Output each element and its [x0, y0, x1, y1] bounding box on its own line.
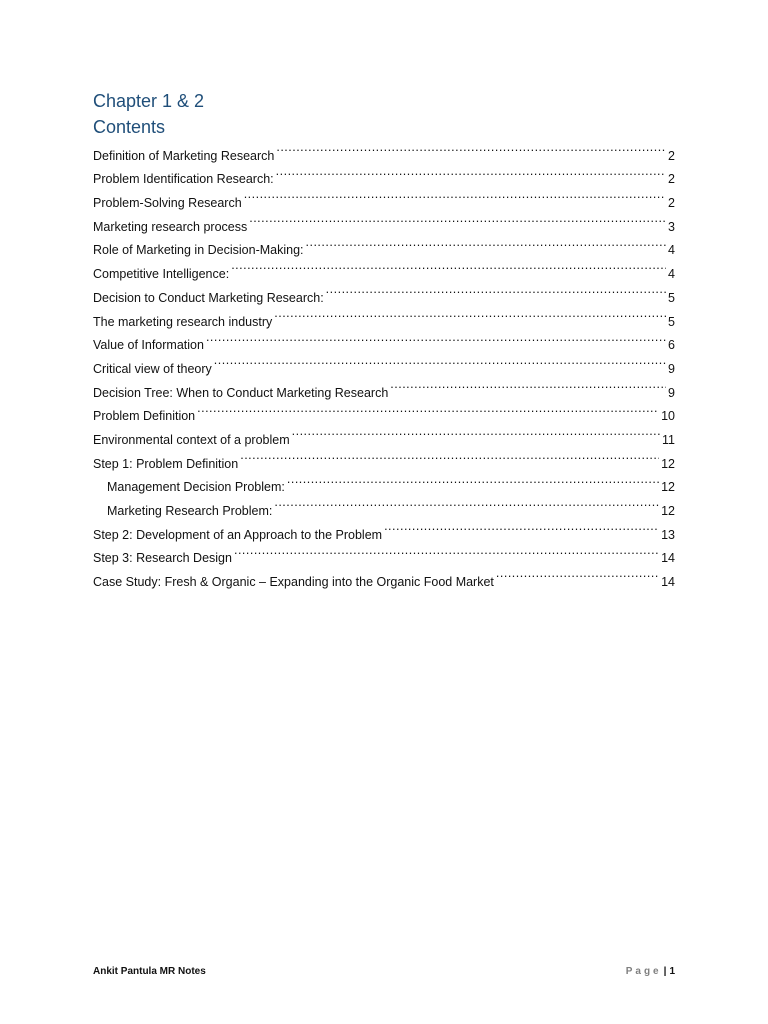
toc-dot-leader: [496, 562, 659, 586]
toc-entry-page: 12: [661, 456, 675, 471]
page-footer: [93, 966, 675, 977]
toc-entry-page: 12: [661, 504, 675, 518]
toc-entry-label: Critical view of theory: [93, 361, 212, 376]
toc-dot-leader: [292, 420, 660, 444]
toc-entry-label: Role of Marketing in Decision-Making:: [93, 243, 304, 258]
contents-title: Contents: [93, 117, 166, 137]
toc-dot-leader: [274, 302, 666, 326]
toc-entry-label: Step 1: Problem Definition: [93, 456, 239, 471]
toc-entry-page: 2: [668, 172, 675, 187]
toc-entry-label: Management Decision Problem:: [107, 480, 285, 495]
toc-entry-page: 2: [668, 148, 675, 163]
toc-entry-page: 14: [661, 551, 675, 566]
toc-entry-label: Definition of Marketing Research: [93, 148, 275, 163]
toc-entry-label: Competitive Intelligence:: [93, 267, 230, 282]
toc-entry-label: Step 2: Development of an Approach to the Problem: [93, 527, 383, 542]
toc-entry-page: 6: [668, 338, 675, 353]
toc-dot-leader: [244, 183, 666, 207]
toc-dot-leader: [276, 136, 666, 160]
toc-entry-page: 10: [661, 409, 675, 424]
toc-dot-leader: [274, 491, 659, 515]
toc-entry-label: The marketing research industry: [93, 314, 273, 329]
toc-entry-label: Problem Definition: [93, 409, 196, 424]
toc-dot-leader: [306, 231, 667, 255]
toc-entry-page: 11: [662, 432, 675, 447]
toc-entry-page: 14: [661, 575, 675, 590]
toc-dot-leader: [276, 160, 666, 184]
toc-entry-label: Problem Identification Research:: [93, 172, 274, 187]
toc-dot-leader: [240, 444, 659, 468]
toc-dot-leader: [287, 468, 659, 492]
toc-entry-page: 9: [668, 385, 675, 400]
toc-entry-page: 3: [668, 219, 675, 234]
toc-entry-label: Marketing research process: [93, 219, 248, 234]
toc-entry-label: Marketing Research Problem:: [107, 504, 273, 518]
toc-entry-label: Step 3: Research Design: [93, 551, 232, 566]
toc-dot-leader: [390, 373, 666, 397]
heading-block: [93, 88, 675, 140]
table-of-contents: [93, 136, 675, 590]
footer-author: Ankit Pantula MR Notes: [93, 966, 206, 977]
toc-entry-page: 4: [668, 267, 675, 282]
toc-dot-leader: [384, 515, 659, 539]
toc-dot-leader: [214, 349, 666, 373]
toc-entry-page: 5: [668, 314, 675, 329]
toc-entry-page: 13: [661, 527, 675, 542]
footer-page-label: Page: [625, 966, 662, 977]
toc-entry-page: 12: [661, 480, 675, 495]
footer-separator: |: [663, 966, 667, 977]
toc-dot-leader: [231, 254, 666, 278]
toc-entry-label: Problem-Solving Research: [93, 196, 242, 211]
toc-entry-label: Value of Information: [93, 338, 204, 353]
footer-page-number: 1: [669, 966, 675, 977]
toc-entry-label: Environmental context of a problem: [93, 432, 290, 447]
toc-entry-label: Decision Tree: When to Conduct Marketing Research: [93, 385, 389, 400]
chapter-title: Chapter 1 & 2: [93, 91, 205, 111]
footer-page-indicator: [626, 966, 675, 977]
toc-dot-leader: [326, 278, 666, 302]
toc-dot-leader: [249, 207, 666, 231]
toc-entry-page: 9: [668, 361, 675, 376]
toc-entry[interactable]: [93, 136, 675, 163]
toc-entry-label: Decision to Conduct Marketing Research:: [93, 290, 324, 305]
toc-entry-label: Case Study: Fresh & Organic – Expanding into the Organic Food Market: [93, 575, 494, 590]
toc-entry-page: 5: [668, 290, 675, 305]
toc-dot-leader: [234, 539, 659, 563]
toc-entry-page: 4: [668, 243, 675, 258]
toc-dot-leader: [206, 326, 666, 350]
toc-entry-page: 2: [668, 196, 675, 211]
toc-dot-leader: [197, 397, 659, 421]
